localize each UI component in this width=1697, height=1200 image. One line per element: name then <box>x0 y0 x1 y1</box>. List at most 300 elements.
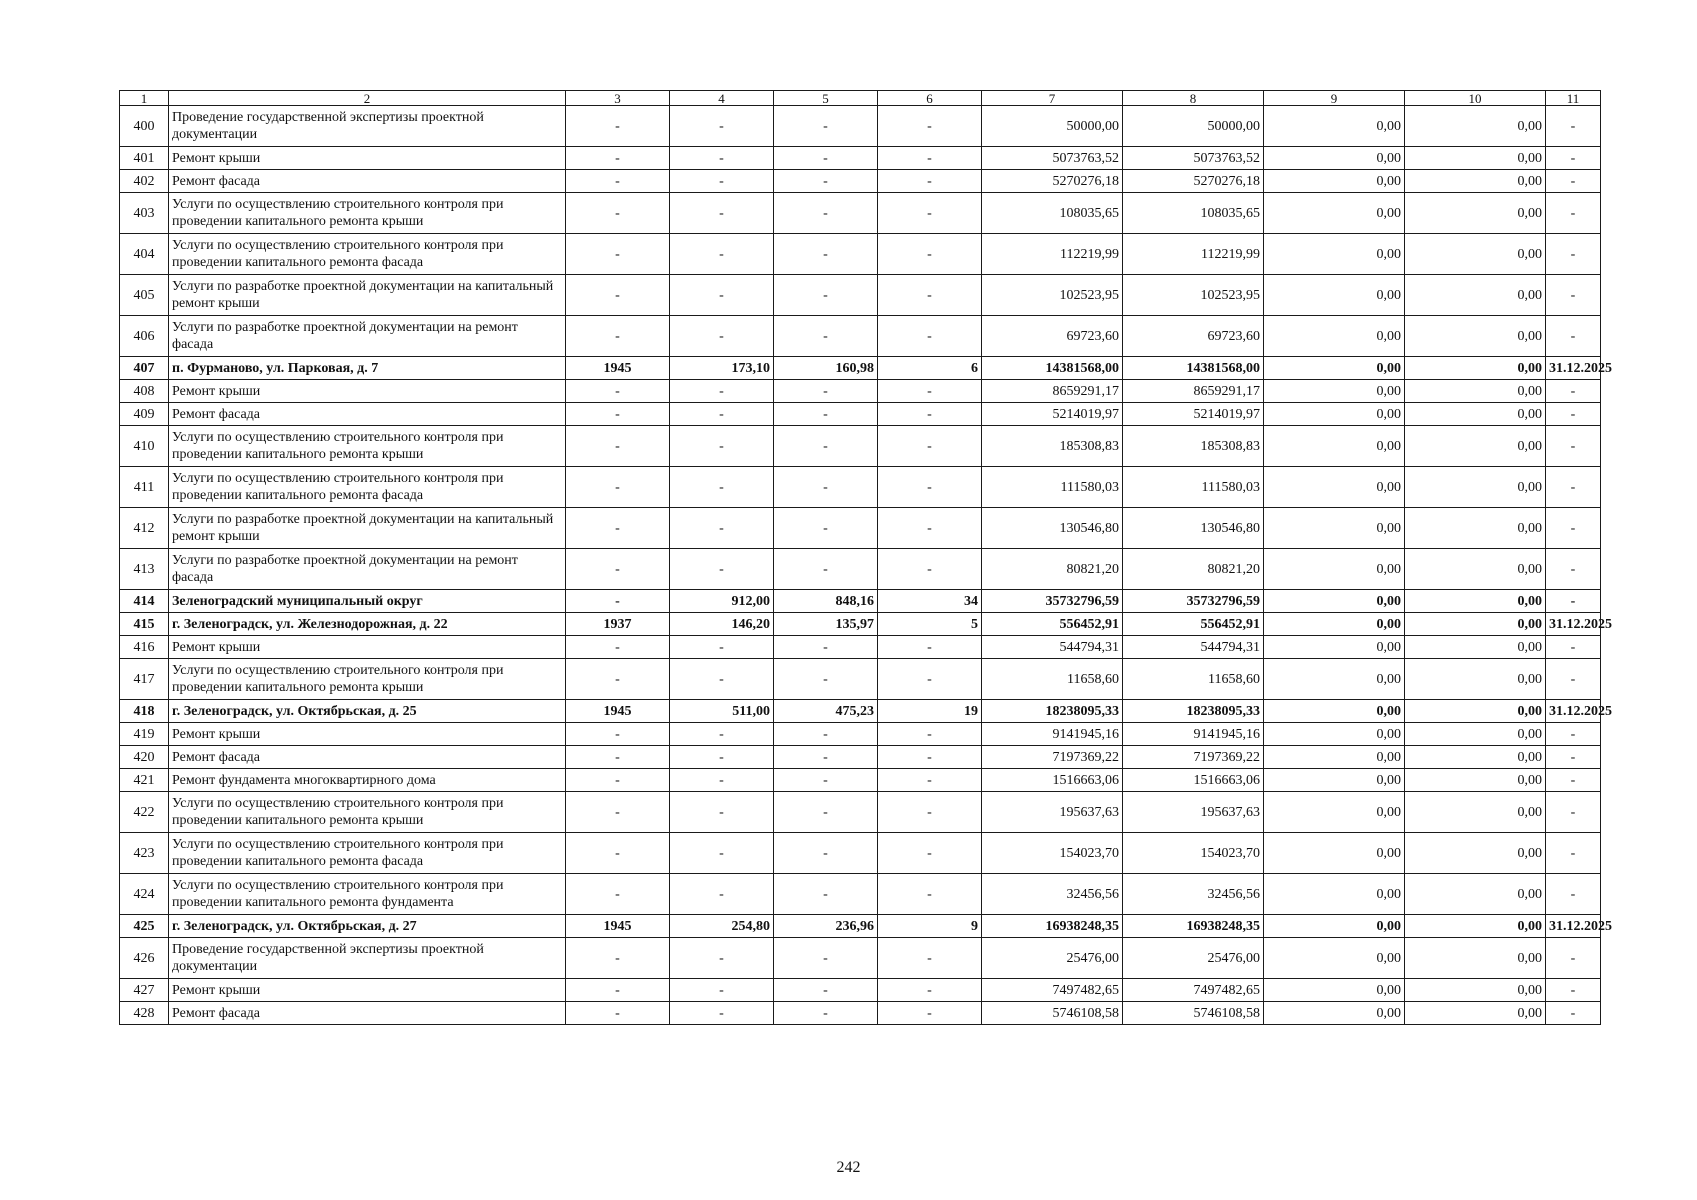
cost-total-cell: 130546,80 <box>982 508 1123 549</box>
cost-total-cell: 5746108,58 <box>982 1002 1123 1025</box>
year-cell: - <box>566 234 670 275</box>
cost-total-cell: 16938248,35 <box>982 915 1123 938</box>
column-number-cell: 11 <box>1546 91 1601 106</box>
residents-cell: - <box>878 106 982 147</box>
residents-cell: - <box>878 193 982 234</box>
area-living-cell: - <box>774 170 878 193</box>
item-name-cell: Ремонт фасада <box>169 1002 566 1025</box>
area-total-cell: 511,00 <box>670 700 774 723</box>
cost-owners-cell: 0,00 <box>1405 193 1546 234</box>
residents-cell: - <box>878 380 982 403</box>
completion-date-cell: - <box>1546 380 1601 403</box>
item-name-cell: Ремонт фасада <box>169 403 566 426</box>
cost-total-cell: 195637,63 <box>982 792 1123 833</box>
year-cell: 1937 <box>566 613 670 636</box>
area-total-cell: - <box>670 403 774 426</box>
item-name-cell: г. Зеленоградск, ул. Октябрьская, д. 25 <box>169 700 566 723</box>
cost-fund-cell: 7497482,65 <box>1123 979 1264 1002</box>
cost-budget-cell: 0,00 <box>1264 1002 1405 1025</box>
area-total-cell: - <box>670 979 774 1002</box>
item-name-cell: г. Зеленоградск, ул. Октябрьская, д. 27 <box>169 915 566 938</box>
cost-budget-cell: 0,00 <box>1264 833 1405 874</box>
item-name-cell: п. Фурманово, ул. Парковая, д. 7 <box>169 357 566 380</box>
year-cell: - <box>566 636 670 659</box>
residents-cell: - <box>878 426 982 467</box>
year-cell: 1945 <box>566 915 670 938</box>
cost-total-cell: 5270276,18 <box>982 170 1123 193</box>
row-number-cell: 412 <box>120 508 169 549</box>
cost-budget-cell: 0,00 <box>1264 467 1405 508</box>
cost-fund-cell: 14381568,00 <box>1123 357 1264 380</box>
residents-cell: - <box>878 792 982 833</box>
row-number-cell: 426 <box>120 938 169 979</box>
cost-owners-cell: 0,00 <box>1405 106 1546 147</box>
area-living-cell: - <box>774 467 878 508</box>
item-name-cell: Ремонт крыши <box>169 723 566 746</box>
completion-date-cell: - <box>1546 874 1601 915</box>
completion-date-cell: - <box>1546 659 1601 700</box>
area-living-cell: - <box>774 659 878 700</box>
item-name-cell: Ремонт фасада <box>169 746 566 769</box>
table-row <box>120 170 1601 193</box>
cost-budget-cell: 0,00 <box>1264 193 1405 234</box>
completion-date-cell: - <box>1546 549 1601 590</box>
cost-owners-cell: 0,00 <box>1405 147 1546 170</box>
cost-owners-cell: 0,00 <box>1405 170 1546 193</box>
completion-date-cell: - <box>1546 769 1601 792</box>
cost-total-cell: 32456,56 <box>982 874 1123 915</box>
table-row <box>120 636 1601 659</box>
year-cell: - <box>566 508 670 549</box>
area-living-cell: - <box>774 1002 878 1025</box>
item-name-cell: Ремонт крыши <box>169 147 566 170</box>
cost-fund-cell: 112219,99 <box>1123 234 1264 275</box>
residents-cell: - <box>878 316 982 357</box>
residents-cell: 9 <box>878 915 982 938</box>
area-total-cell: 173,10 <box>670 357 774 380</box>
table-row <box>120 769 1601 792</box>
area-total-cell: - <box>670 467 774 508</box>
cost-owners-cell: 0,00 <box>1405 316 1546 357</box>
cost-total-cell: 7497482,65 <box>982 979 1123 1002</box>
cost-owners-cell: 0,00 <box>1405 700 1546 723</box>
completion-date-cell: - <box>1546 147 1601 170</box>
residents-cell: - <box>878 147 982 170</box>
column-number-cell: 1 <box>120 91 169 106</box>
item-name-cell: Услуги по осуществлению строительного контроля при проведении капитального ремонта крыши <box>169 193 566 234</box>
area-living-cell: - <box>774 979 878 1002</box>
row-number-cell: 422 <box>120 792 169 833</box>
row-number-cell: 405 <box>120 275 169 316</box>
area-living-cell: 475,23 <box>774 700 878 723</box>
year-cell: - <box>566 833 670 874</box>
cost-total-cell: 5073763,52 <box>982 147 1123 170</box>
area-living-cell: - <box>774 426 878 467</box>
cost-owners-cell: 0,00 <box>1405 746 1546 769</box>
year-cell: 1945 <box>566 700 670 723</box>
cost-total-cell: 1516663,06 <box>982 769 1123 792</box>
area-total-cell: - <box>670 508 774 549</box>
column-number-cell: 6 <box>878 91 982 106</box>
area-living-cell: - <box>774 147 878 170</box>
item-name-cell: Услуги по осуществлению строительного контроля при проведении капитального ремонта фасада <box>169 833 566 874</box>
table-row <box>120 403 1601 426</box>
cost-total-cell: 154023,70 <box>982 833 1123 874</box>
residents-cell: 34 <box>878 590 982 613</box>
area-total-cell: - <box>670 874 774 915</box>
column-number-cell: 9 <box>1264 91 1405 106</box>
area-total-cell: - <box>670 833 774 874</box>
cost-owners-cell: 0,00 <box>1405 549 1546 590</box>
table-row <box>120 792 1601 833</box>
table-row <box>120 193 1601 234</box>
item-name-cell: Услуги по разработке проектной документации на капитальный ремонт крыши <box>169 508 566 549</box>
cost-budget-cell: 0,00 <box>1264 792 1405 833</box>
cost-budget-cell: 0,00 <box>1264 426 1405 467</box>
cost-fund-cell: 32456,56 <box>1123 874 1264 915</box>
completion-date-cell: - <box>1546 403 1601 426</box>
area-total-cell: - <box>670 380 774 403</box>
table-row <box>120 659 1601 700</box>
area-total-cell: - <box>670 769 774 792</box>
area-total-cell: - <box>670 723 774 746</box>
completion-date-cell: - <box>1546 193 1601 234</box>
row-number-cell: 411 <box>120 467 169 508</box>
column-number-cell: 10 <box>1405 91 1546 106</box>
table-body <box>120 90 1612 1025</box>
cost-total-cell: 185308,83 <box>982 426 1123 467</box>
cost-budget-cell: 0,00 <box>1264 938 1405 979</box>
cost-owners-cell: 0,00 <box>1405 833 1546 874</box>
area-total-cell: - <box>670 792 774 833</box>
residents-cell: 19 <box>878 700 982 723</box>
year-cell: - <box>566 316 670 357</box>
year-cell: - <box>566 193 670 234</box>
table-row <box>120 234 1601 275</box>
area-total-cell: - <box>670 938 774 979</box>
area-living-cell: - <box>774 792 878 833</box>
cost-total-cell: 50000,00 <box>982 106 1123 147</box>
cost-budget-cell: 0,00 <box>1264 746 1405 769</box>
cost-owners-cell: 0,00 <box>1405 659 1546 700</box>
cost-budget-cell: 0,00 <box>1264 549 1405 590</box>
year-cell: - <box>566 1002 670 1025</box>
area-total-cell: 254,80 <box>670 915 774 938</box>
cost-total-cell: 5214019,97 <box>982 403 1123 426</box>
cost-budget-cell: 0,00 <box>1264 874 1405 915</box>
area-total-cell: - <box>670 193 774 234</box>
residents-cell: 6 <box>878 357 982 380</box>
row-number-cell: 403 <box>120 193 169 234</box>
completion-date-cell: - <box>1546 833 1601 874</box>
completion-date-cell: 31.12.2025 <box>1546 915 1601 938</box>
table-row <box>120 426 1601 467</box>
year-cell: - <box>566 170 670 193</box>
area-total-cell: - <box>670 746 774 769</box>
row-number-cell: 406 <box>120 316 169 357</box>
area-living-cell: - <box>774 403 878 426</box>
cost-budget-cell: 0,00 <box>1264 380 1405 403</box>
area-living-cell: - <box>774 316 878 357</box>
row-number-cell: 423 <box>120 833 169 874</box>
completion-date-cell: - <box>1546 636 1601 659</box>
residents-cell: - <box>878 234 982 275</box>
cost-fund-cell: 7197369,22 <box>1123 746 1264 769</box>
year-cell: - <box>566 106 670 147</box>
residents-cell: - <box>878 746 982 769</box>
completion-date-cell: - <box>1546 170 1601 193</box>
cost-budget-cell: 0,00 <box>1264 234 1405 275</box>
completion-date-cell: - <box>1546 746 1601 769</box>
residents-cell: - <box>878 723 982 746</box>
area-total-cell: - <box>670 275 774 316</box>
column-number-cell: 2 <box>169 91 566 106</box>
residents-cell: - <box>878 275 982 316</box>
cost-owners-cell: 0,00 <box>1405 590 1546 613</box>
cost-total-cell: 102523,95 <box>982 275 1123 316</box>
residents-cell: - <box>878 636 982 659</box>
row-number-cell: 421 <box>120 769 169 792</box>
column-number-cell: 4 <box>670 91 774 106</box>
cost-budget-cell: 0,00 <box>1264 723 1405 746</box>
area-living-cell: 160,98 <box>774 357 878 380</box>
row-number-cell: 428 <box>120 1002 169 1025</box>
area-total-cell: - <box>670 1002 774 1025</box>
row-number-cell: 419 <box>120 723 169 746</box>
cost-owners-cell: 0,00 <box>1405 357 1546 380</box>
completion-date-cell: - <box>1546 426 1601 467</box>
year-cell: 1945 <box>566 357 670 380</box>
item-name-cell: Услуги по осуществлению строительного контроля при проведении капитального ремонта крыши <box>169 659 566 700</box>
address-row <box>120 357 1601 380</box>
area-living-cell: 135,97 <box>774 613 878 636</box>
cost-fund-cell: 80821,20 <box>1123 549 1264 590</box>
cost-budget-cell: 0,00 <box>1264 508 1405 549</box>
completion-date-cell: 31.12.2025 <box>1546 613 1601 636</box>
cost-fund-cell: 35732796,59 <box>1123 590 1264 613</box>
row-number-cell: 417 <box>120 659 169 700</box>
area-living-cell: - <box>774 938 878 979</box>
residents-cell: - <box>878 1002 982 1025</box>
cost-budget-cell: 0,00 <box>1264 357 1405 380</box>
table-row <box>120 380 1601 403</box>
row-number-cell: 407 <box>120 357 169 380</box>
item-name-cell: Услуги по осуществлению строительного контроля при проведении капитального ремонта крыши <box>169 792 566 833</box>
cost-budget-cell: 0,00 <box>1264 700 1405 723</box>
area-total-cell: - <box>670 549 774 590</box>
completion-date-cell: 31.12.2025 <box>1546 357 1601 380</box>
year-cell: - <box>566 874 670 915</box>
column-number-cell: 7 <box>982 91 1123 106</box>
cost-owners-cell: 0,00 <box>1405 275 1546 316</box>
column-number-cell: 8 <box>1123 91 1264 106</box>
residents-cell: - <box>878 403 982 426</box>
area-living-cell: - <box>774 769 878 792</box>
column-number-cell: 5 <box>774 91 878 106</box>
cost-total-cell: 108035,65 <box>982 193 1123 234</box>
cost-fund-cell: 185308,83 <box>1123 426 1264 467</box>
residents-cell: - <box>878 769 982 792</box>
row-number-cell: 425 <box>120 915 169 938</box>
cost-owners-cell: 0,00 <box>1405 613 1546 636</box>
row-number-cell: 401 <box>120 147 169 170</box>
completion-date-cell: 31.12.2025 <box>1546 700 1601 723</box>
cost-fund-cell: 25476,00 <box>1123 938 1264 979</box>
cost-fund-cell: 195637,63 <box>1123 792 1264 833</box>
area-total-cell: - <box>670 170 774 193</box>
item-name-cell: Зеленоградский муниципальный округ <box>169 590 566 613</box>
completion-date-cell: - <box>1546 316 1601 357</box>
cost-fund-cell: 130546,80 <box>1123 508 1264 549</box>
row-number-cell: 404 <box>120 234 169 275</box>
cost-total-cell: 18238095,33 <box>982 700 1123 723</box>
cost-owners-cell: 0,00 <box>1405 508 1546 549</box>
cost-total-cell: 9141945,16 <box>982 723 1123 746</box>
cost-budget-cell: 0,00 <box>1264 590 1405 613</box>
cost-total-cell: 69723,60 <box>982 316 1123 357</box>
area-living-cell: - <box>774 275 878 316</box>
area-total-cell: - <box>670 426 774 467</box>
residents-cell: 5 <box>878 613 982 636</box>
item-name-cell: Услуги по разработке проектной документации на ремонт фасада <box>169 549 566 590</box>
cost-owners-cell: 0,00 <box>1405 979 1546 1002</box>
area-living-cell: 236,96 <box>774 915 878 938</box>
cost-fund-cell: 5073763,52 <box>1123 147 1264 170</box>
cost-fund-cell: 11658,60 <box>1123 659 1264 700</box>
row-number-cell: 415 <box>120 613 169 636</box>
table-row <box>120 147 1601 170</box>
year-cell: - <box>566 426 670 467</box>
residents-cell: - <box>878 659 982 700</box>
row-number-cell: 424 <box>120 874 169 915</box>
cost-budget-cell: 0,00 <box>1264 636 1405 659</box>
area-living-cell: - <box>774 380 878 403</box>
item-name-cell: Услуги по осуществлению строительного контроля при проведении капитального ремонта фундамента <box>169 874 566 915</box>
cost-total-cell: 544794,31 <box>982 636 1123 659</box>
item-name-cell: г. Зеленоградск, ул. Железнодорожная, д. 22 <box>169 613 566 636</box>
item-name-cell: Услуги по осуществлению строительного контроля при проведении капитального ремонта крыши <box>169 426 566 467</box>
address-row <box>120 915 1601 938</box>
item-name-cell: Услуги по разработке проектной документации на капитальный ремонт крыши <box>169 275 566 316</box>
cost-owners-cell: 0,00 <box>1405 915 1546 938</box>
completion-date-cell: - <box>1546 590 1601 613</box>
column-number-cell: 3 <box>566 91 670 106</box>
address-row <box>120 700 1601 723</box>
cost-total-cell: 35732796,59 <box>982 590 1123 613</box>
area-living-cell: - <box>774 193 878 234</box>
year-cell: - <box>566 769 670 792</box>
column-number-row <box>120 91 1601 106</box>
area-total-cell: - <box>670 636 774 659</box>
cost-fund-cell: 5746108,58 <box>1123 1002 1264 1025</box>
area-living-cell: - <box>774 746 878 769</box>
table-row <box>120 316 1601 357</box>
table-row <box>120 275 1601 316</box>
residents-cell: - <box>878 467 982 508</box>
cost-owners-cell: 0,00 <box>1405 636 1546 659</box>
area-living-cell: - <box>774 508 878 549</box>
row-number-cell: 402 <box>120 170 169 193</box>
item-name-cell: Проведение государственной экспертизы проектной документации <box>169 938 566 979</box>
item-name-cell: Услуги по осуществлению строительного контроля при проведении капитального ремонта фасада <box>169 467 566 508</box>
year-cell: - <box>566 659 670 700</box>
row-number-cell: 420 <box>120 746 169 769</box>
cost-total-cell: 14381568,00 <box>982 357 1123 380</box>
completion-date-cell: - <box>1546 234 1601 275</box>
cost-fund-cell: 5270276,18 <box>1123 170 1264 193</box>
cost-fund-cell: 16938248,35 <box>1123 915 1264 938</box>
year-cell: - <box>566 723 670 746</box>
area-total-cell: - <box>670 147 774 170</box>
completion-date-cell: - <box>1546 275 1601 316</box>
year-cell: - <box>566 792 670 833</box>
cost-fund-cell: 50000,00 <box>1123 106 1264 147</box>
area-living-cell: - <box>774 723 878 746</box>
table-row <box>120 106 1601 147</box>
row-number-cell: 413 <box>120 549 169 590</box>
cost-budget-cell: 0,00 <box>1264 613 1405 636</box>
table-row <box>120 938 1601 979</box>
item-name-cell: Ремонт крыши <box>169 380 566 403</box>
table-row <box>120 723 1601 746</box>
cost-fund-cell: 544794,31 <box>1123 636 1264 659</box>
cost-fund-cell: 69723,60 <box>1123 316 1264 357</box>
completion-date-cell: - <box>1546 1002 1601 1025</box>
area-living-cell: - <box>774 833 878 874</box>
cost-budget-cell: 0,00 <box>1264 147 1405 170</box>
completion-date-cell: - <box>1546 723 1601 746</box>
cost-fund-cell: 154023,70 <box>1123 833 1264 874</box>
completion-date-cell: - <box>1546 979 1601 1002</box>
cost-fund-cell: 102523,95 <box>1123 275 1264 316</box>
cost-total-cell: 556452,91 <box>982 613 1123 636</box>
residents-cell: - <box>878 833 982 874</box>
row-number-cell: 418 <box>120 700 169 723</box>
cost-fund-cell: 9141945,16 <box>1123 723 1264 746</box>
year-cell: - <box>566 746 670 769</box>
item-name-cell: Услуги по разработке проектной документации на ремонт фасада <box>169 316 566 357</box>
cost-fund-cell: 18238095,33 <box>1123 700 1264 723</box>
cost-total-cell: 25476,00 <box>982 938 1123 979</box>
row-number-cell: 416 <box>120 636 169 659</box>
residents-cell: - <box>878 938 982 979</box>
table-row <box>120 874 1601 915</box>
cost-owners-cell: 0,00 <box>1405 723 1546 746</box>
completion-date-cell: - <box>1546 106 1601 147</box>
cost-owners-cell: 0,00 <box>1405 938 1546 979</box>
year-cell: - <box>566 147 670 170</box>
area-total-cell: - <box>670 316 774 357</box>
cost-fund-cell: 111580,03 <box>1123 467 1264 508</box>
cost-owners-cell: 0,00 <box>1405 1002 1546 1025</box>
row-number-cell: 427 <box>120 979 169 1002</box>
table-row <box>120 508 1601 549</box>
cost-budget-cell: 0,00 <box>1264 170 1405 193</box>
completion-date-cell: - <box>1546 792 1601 833</box>
table-row <box>120 549 1601 590</box>
area-living-cell: - <box>774 106 878 147</box>
cost-owners-cell: 0,00 <box>1405 792 1546 833</box>
table-row <box>120 1002 1601 1025</box>
cost-fund-cell: 5214019,97 <box>1123 403 1264 426</box>
cost-budget-cell: 0,00 <box>1264 316 1405 357</box>
cost-budget-cell: 0,00 <box>1264 106 1405 147</box>
year-cell: - <box>566 938 670 979</box>
area-living-cell: 848,16 <box>774 590 878 613</box>
year-cell: - <box>566 590 670 613</box>
area-total-cell: 146,20 <box>670 613 774 636</box>
row-number-cell: 408 <box>120 380 169 403</box>
